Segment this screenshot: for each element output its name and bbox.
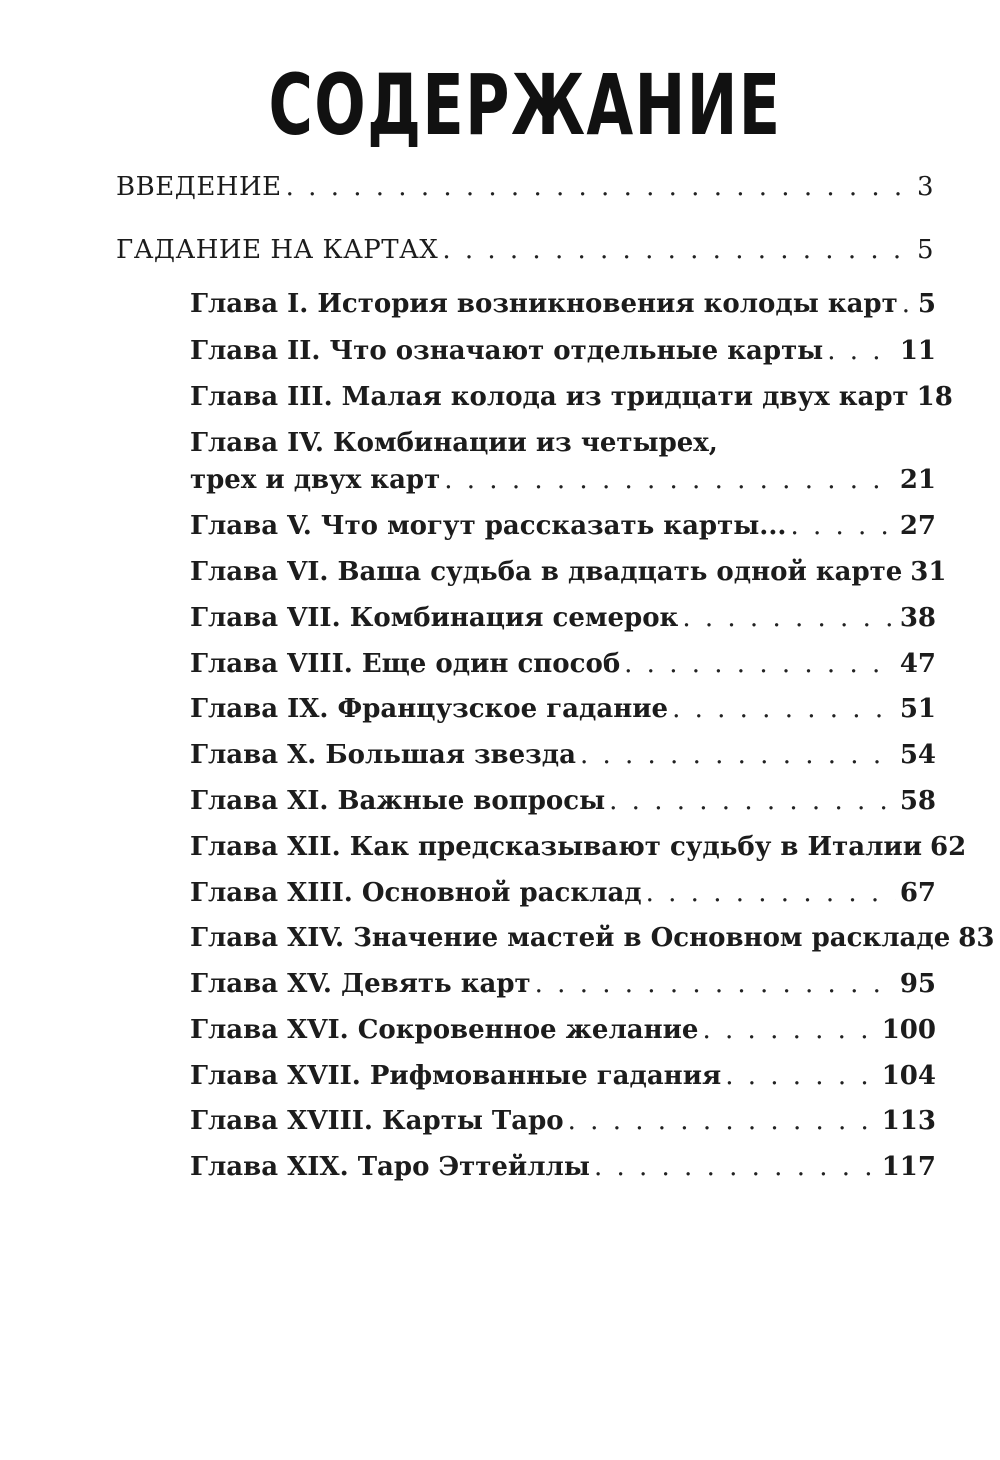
toc-entry-chapter-13[interactable] xyxy=(190,876,936,910)
toc-entry-chapter-14[interactable] xyxy=(190,921,995,955)
toc-entry-page: 62 xyxy=(929,832,967,862)
toc-entry-chapter-9[interactable] xyxy=(190,692,936,726)
toc-entry-label: Глава XIV. Значение мастей в Основном раскладе xyxy=(190,923,951,953)
dot-leader xyxy=(535,967,896,1001)
toc-entry-label: ГАДАНИЕ НА КАРТАХ xyxy=(116,235,439,265)
toc-entry-page: 5 xyxy=(916,235,934,265)
toc-entry-label: Глава IX. Французское гадание xyxy=(190,694,669,724)
toc-entry-label: Глава XVII. Рифмованные гадания xyxy=(190,1061,722,1091)
toc-entry-page: 100 xyxy=(881,1015,936,1045)
toc-entry-chapter-15[interactable] xyxy=(190,967,936,1001)
dot-leader xyxy=(682,601,895,635)
toc-entry-label: Глава V. Что могут рассказать карты... xyxy=(190,511,787,541)
toc-entry-label: Глава VII. Комбинация семерок xyxy=(190,603,679,633)
dot-leader xyxy=(702,1013,877,1047)
toc-entry-label: Глава XIX. Таро Эттейллы xyxy=(190,1152,590,1182)
toc-entry-chapter-6[interactable] xyxy=(190,555,947,589)
toc-entry-page: 58 xyxy=(899,786,936,816)
toc-entry-chapter-18[interactable] xyxy=(190,1104,936,1138)
toc-entry-page: 47 xyxy=(899,649,936,679)
toc-entry-page: 18 xyxy=(916,382,953,412)
toc-entry-page: 27 xyxy=(899,511,936,541)
toc-entry-label: Глава XV. Девять карт xyxy=(190,969,531,999)
dot-leader xyxy=(902,287,914,321)
toc-entry-label: Глава XVIII. Карты Таро xyxy=(190,1106,564,1136)
toc-entry-chapter-4[interactable] xyxy=(190,463,936,497)
toc-entry-page: 11 xyxy=(899,336,936,366)
toc-entry-chapter-3[interactable] xyxy=(190,380,953,414)
toc-entry-chapter-7[interactable] xyxy=(190,601,936,635)
dot-leader xyxy=(672,692,896,726)
toc-entry-label: Глава X. Большая звезда xyxy=(190,740,576,770)
dot-leader xyxy=(827,334,896,368)
toc-entry-page: 104 xyxy=(881,1061,936,1091)
page-title: СОДЕРЖАНИЕ xyxy=(268,56,782,154)
toc-entry-label: Глава III. Малая колода из тридцати двух карт xyxy=(190,382,909,412)
toc-entry-page: 31 xyxy=(910,557,947,587)
dot-leader xyxy=(580,738,896,772)
toc-entry-fortune-telling[interactable] xyxy=(116,233,934,267)
dot-leader xyxy=(609,784,896,818)
dot-leader xyxy=(444,463,896,497)
toc-entry-page: 117 xyxy=(881,1152,936,1182)
toc-entry-label: Глава XVI. Сокровенное желание xyxy=(190,1015,699,1045)
toc-entry-page: 21 xyxy=(899,465,936,495)
toc-entry-page: 95 xyxy=(899,969,936,999)
toc-entry-page: 5 xyxy=(917,289,936,319)
toc-entry-chapter-5[interactable] xyxy=(190,509,936,543)
toc-entry-label: Глава VIII. Еще один способ xyxy=(190,649,621,679)
toc-entry-chapter-12[interactable] xyxy=(190,830,967,864)
dot-leader xyxy=(286,170,913,204)
toc-entry-chapter-17[interactable] xyxy=(190,1059,936,1093)
toc-entry-label: трех и двух карт xyxy=(190,465,441,495)
toc-entry-chapter-4-line1[interactable]: Глава IV. Комбинации из четырех, xyxy=(190,428,718,458)
toc-entry-label: ВВЕДЕНИЕ xyxy=(116,172,282,202)
toc-entry-chapter-16[interactable] xyxy=(190,1013,936,1047)
toc-entry-chapter-11[interactable] xyxy=(190,784,936,818)
toc-entry-chapter-8[interactable] xyxy=(190,647,936,681)
toc-entry-page: 51 xyxy=(899,694,936,724)
dot-leader xyxy=(646,876,896,910)
toc-entry-label: Глава II. Что означают отдельные карты xyxy=(190,336,824,366)
dot-leader xyxy=(442,233,913,267)
toc-entry-label: Глава XIII. Основной расклад xyxy=(190,878,642,908)
toc-entry-introduction[interactable] xyxy=(116,170,934,204)
toc-entry-chapter-2[interactable] xyxy=(190,334,936,368)
toc-entry-label: Глава XII. Как предсказывают судьбу в Италии xyxy=(190,832,922,862)
dot-leader xyxy=(568,1104,878,1138)
toc-entry-page: 3 xyxy=(916,172,934,202)
toc-entry-page: 83 xyxy=(958,923,995,953)
dot-leader xyxy=(624,647,896,681)
toc-entry-chapter-10[interactable] xyxy=(190,738,936,772)
dot-leader xyxy=(594,1150,878,1184)
toc-entry-chapter-19[interactable] xyxy=(190,1150,936,1184)
dot-leader xyxy=(725,1059,878,1093)
dot-leader xyxy=(790,509,895,543)
toc-entry-chapter-1[interactable] xyxy=(190,287,936,321)
toc-entry-page: 54 xyxy=(899,740,936,770)
toc-entry-page: 67 xyxy=(899,878,936,908)
toc-entry-label: Глава XI. Важные вопросы xyxy=(190,786,606,816)
toc-entry-page: 113 xyxy=(881,1106,936,1136)
toc-entry-label: Глава I. История возникновения колоды карт xyxy=(190,289,898,319)
toc-entry-label: Глава VI. Ваша судьба в двадцать одной карте xyxy=(190,557,903,587)
toc-entry-page: 38 xyxy=(899,603,936,633)
